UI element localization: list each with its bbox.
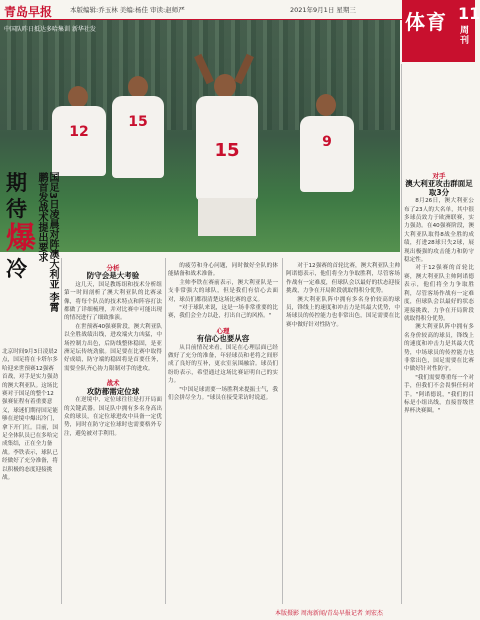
headline-part: 冷 xyxy=(6,256,27,281)
column-divider xyxy=(282,258,283,604)
player-jersey xyxy=(52,106,106,176)
paragraph: 从目前情况来看，国足在心理层面已经做好了充分的准备，年轻球员和老将之间形成了良好的互补，更衣室氛围融洽。球员们纷纷表示，希望通过这场比赛证明自己的实力。 xyxy=(168,344,278,385)
paragraph: 对于12强赛的首轮比赛，澳大利亚队主帅阿诺德表示，他们将全力争取胜利，尽管客场作战有一定难度，但球队会以最好的状态迎接挑战，力争在开局阶段就取得积分优势。 xyxy=(286,263,400,295)
hero-photo xyxy=(0,20,400,252)
jersey-number: 9 xyxy=(322,134,332,150)
paragraph: "中国足球需要一场胜利来提振士气，我们会拼尽全力。"球员在接受采访时说道。 xyxy=(168,386,278,402)
paragraph: 在世预赛40强赛阶段，澳大利亚队以全胜战绩出线，进攻端火力凶猛，中场控制力出色，后防线整体稳固，是亚洲足坛传统劲旅。国足要在比赛中取得好成绩，防守端的稳固将是首要任务，需要全队齐心协力限制对手的进攻。 xyxy=(64,323,162,372)
page-credits: 本版编辑:乔玉林 美编:杨佳 审读:赵师严 xyxy=(70,6,185,14)
jersey-number: 15 xyxy=(214,140,240,161)
paragraph: 在逆境中，定位球往往是打开局面的关键武器。国足队中拥有多名身高出众的球员，在定位球进攻中具备一定优势，同时在防守定位球时也需要格外专注，避免被对手利用。 xyxy=(64,397,162,437)
section-title: 体育 xyxy=(405,10,447,34)
paragraph: "对于球队来说，这是一场非常重要的比赛，我们会全力以赴，打出自己的风格。" xyxy=(168,305,278,320)
player-jersey xyxy=(300,116,354,192)
player-head xyxy=(68,86,88,108)
paragraph: 主帅李铁在赛前表示，澳大利亚队是一支非常强大的球队，但是我们有信心去面对，球员们都很清楚这场比赛的意义。 xyxy=(168,279,278,303)
jersey-number: 12 xyxy=(69,124,89,140)
article-column-2 xyxy=(168,262,278,606)
lead-paragraph: 北京时间9月3日凌晨2点，国足将在卡塔尔多哈迎来世预赛12强赛首战，对手是实力强劲的澳大利亚队。这场比赛对于国足的整个12强赛征程有着重要意义，球迷们期待国足能够在逆境中爆出冷门，拿下开门红。目前，国足全体队员已在多哈完成集结，正在全力备战。李铁表示，球队已经做好了充分准备，将以积极的态度迎接挑战。 xyxy=(2,349,58,482)
player-head xyxy=(128,76,148,98)
player-jersey xyxy=(112,96,164,178)
headline-highlight: 爆 xyxy=(6,221,36,256)
paragraph: 澳大利亚队阵中拥有多名身价较高的球员，锋线上的速度和冲击力是其最大优势，中场球员的传控能力也非常出色，国足需要在比赛中做好针对性防守。 xyxy=(404,324,474,373)
article-column-1 xyxy=(64,262,162,606)
page-number: 11 xyxy=(458,4,480,23)
headline-part: 期待 xyxy=(6,170,27,221)
column-divider xyxy=(401,64,402,604)
player-head xyxy=(316,94,336,116)
paragraph: 澳大利亚队阵中拥有多名身价较高的球员，锋线上的速度和冲击力是其最大优势，中场球员的传控能力也非常出色，国足需要在比赛中做好针对性防守。 xyxy=(286,296,400,328)
jersey-number: 15 xyxy=(128,114,148,130)
headline-main xyxy=(6,170,36,282)
newspaper-logo: 青岛早报 xyxy=(4,5,53,19)
subheading: 攻防都需定位球 xyxy=(86,386,140,396)
photo-caption: 中国队昨日抵达多哈集训 新华社发 xyxy=(4,26,96,33)
section-brand xyxy=(402,0,480,62)
section-kicker: 战术 xyxy=(106,379,120,388)
subheading: 有信心也要从容 xyxy=(196,334,250,344)
subheading: 澳大利亚攻击群面足取3分 xyxy=(405,179,473,197)
article-column-3 xyxy=(404,170,474,606)
column-divider xyxy=(61,258,62,604)
section-subtitle: 周刊 xyxy=(460,26,470,46)
paragraph: "我们需要尊重每一个对手，但我们不会畏惧任何对手。"阿诺德说，"我们的目标是小组出线，直接晋级世界杯决赛圈。" xyxy=(404,374,474,415)
paragraph: 这几天，国足教练组和技术分析组第一时间剖析了澳大利亚队的比赛录像，将每个队员的技术特点和阵容打法都做了详细梳理，并对比赛中可能出现的情况进行了细致推演。 xyxy=(64,281,162,322)
subheading: 防守会是大考验 xyxy=(86,271,140,281)
paragraph: 的疲劳和身心问题，同时做好全队的体能储备和战术准备。 xyxy=(168,263,278,278)
article-column-3-continued xyxy=(286,262,400,606)
headline-subtitle: 国足3日凌晨对阵澳大利亚 李霄鹏首发战术提出要求 xyxy=(36,172,58,313)
paragraph: 对于12强赛的首轮比赛，澳大利亚队主帅阿诺德表示，他们将全力争取胜利，尽管客场作战有一定难度，但球队会以最好的状态迎接挑战，力争在开局阶段就取得积分优势。 xyxy=(404,265,474,322)
player-shorts xyxy=(198,198,256,236)
player-head xyxy=(214,74,236,98)
player-jersey xyxy=(196,96,258,200)
section-kicker: 心理 xyxy=(216,326,230,335)
column-divider xyxy=(165,258,166,604)
section-kicker: 分析 xyxy=(106,264,120,272)
issue-date: 2021年9月1日 星期三 xyxy=(290,6,356,14)
paragraph: 8月26日，澳大利亚公布了23人的大名单，其中很多球员效力于欧洲联赛，实力强劲。在40强赛阶段，澳大利亚队取得8战全胜的成绩，打进28球只失2球，展现出极强的攻击能力和防守稳定性。 xyxy=(404,198,474,264)
photo-credit-footer: 本版摄影 周海新闻/青岛早报记者 刘宏杰 xyxy=(275,610,383,617)
headline-block xyxy=(0,170,56,340)
section-kicker: 对手 xyxy=(432,172,446,180)
